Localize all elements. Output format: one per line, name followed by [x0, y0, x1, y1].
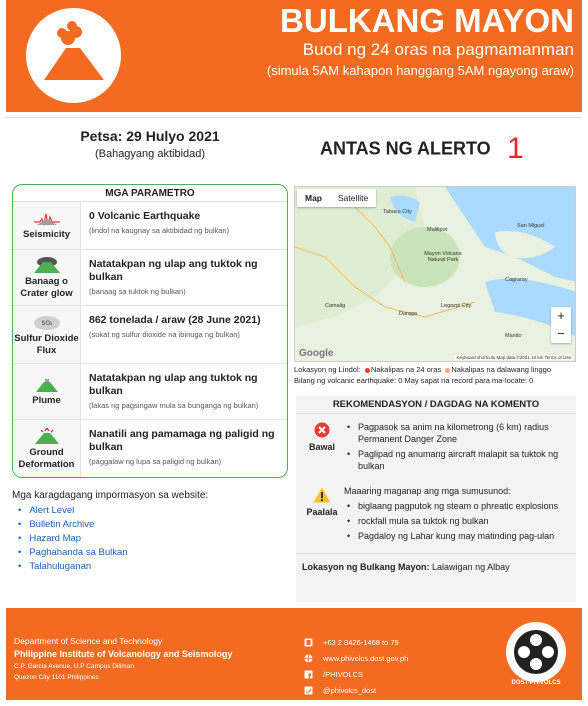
globe-icon [304, 654, 313, 663]
param-row-seismicity [13, 202, 287, 250]
paalala-intro: Maaaring maganap ang mga sumusunod: [344, 486, 511, 496]
earthquake-legend [294, 364, 576, 386]
legend-location-label: Lokasyon ng Lindol: [294, 365, 361, 374]
contact-facebook[interactable]: /PHIVOLCS [304, 666, 464, 682]
param-label: Banaag o Crater glow [20, 275, 73, 299]
dot-2wk-icon [445, 368, 450, 373]
earthquake-map[interactable] [294, 186, 576, 362]
map-tab-satellite[interactable]: Satellite [338, 193, 369, 203]
ground-deformation-icon [32, 427, 62, 445]
zoom-controls [551, 307, 571, 343]
header-divider [6, 112, 582, 118]
map-label: Cagraray [505, 277, 528, 283]
map-label: Malilipot [427, 227, 448, 233]
logo-caption: DOST-PHIVOLCS [511, 680, 561, 686]
param-note: (lakas ng pagsingaw mula sa bunganga ng bulkan) [89, 401, 259, 410]
map-label: Mayon Volcano Natural Park [424, 251, 462, 263]
bawal-label: Bawal [308, 442, 335, 452]
facebook-icon [304, 670, 313, 679]
bawal-item: • Paglipad ng anumang aircraft malapit sa tuktok ng bulkan [344, 448, 572, 472]
alert-label: ANTAS NG ALERTO [320, 138, 491, 159]
link-preparedness[interactable]: • Paghahanda sa Bulkan [18, 547, 288, 558]
dost-phivolcs-logo [506, 622, 566, 682]
volcano-location [296, 553, 576, 572]
param-label: Seismicity [23, 228, 70, 240]
param-value: Natatakpan ng ulap ang tuktok ng bulkan [89, 258, 258, 283]
monitoring-period: (simula 5AM kahapon hanggang 5AM ngayong araw) [266, 63, 574, 78]
page-footer [6, 608, 582, 700]
page-subtitle: Buod ng 24 oras na pagmamanman [302, 40, 574, 59]
param-value: Natatakpan ng ulap ang tuktok ng bulkan [89, 372, 258, 397]
param-row-so2 [13, 306, 287, 364]
twitter-icon [304, 686, 313, 695]
page-header [6, 0, 582, 112]
phone-icon [304, 638, 313, 647]
more-info-title: Mga karagdagang impormasyon sa website: [12, 490, 209, 501]
param-note: (lindol na kaugnay sa aktibidad ng bulkan) [89, 226, 230, 235]
footer-department: Department of Science and Technology [14, 636, 163, 646]
param-note: (sukat ng sulfur dioxide na ibinuga ng bulkan) [89, 330, 240, 339]
param-row-deformation [13, 420, 287, 478]
map-label: Camalig [325, 303, 346, 309]
page-title: BULKANG MAYON [280, 2, 574, 39]
zoom-in-button[interactable]: + [557, 308, 565, 323]
link-hazard-map[interactable]: • Hazard Map [18, 533, 288, 544]
contact-phone: +63 2 8426-1468 to 79 [304, 634, 464, 650]
param-row-crater-glow [13, 250, 287, 306]
recommendations-panel [296, 396, 576, 602]
warning-icon [313, 487, 331, 503]
footer-address-line1: C.P. Garcia Avenue, U.P Campus Diliman [14, 663, 134, 670]
dot-24h-icon [365, 368, 370, 373]
rec-reminder [296, 479, 576, 549]
earthquake-count: Bilang ng volcanic earthquake: 0 May sapat na record para ma-locate: 0 [294, 376, 534, 385]
volcano-icon [26, 8, 121, 103]
map-label: Tabaco City [383, 209, 412, 215]
google-logo: Google [299, 348, 334, 359]
param-note: (paggalaw ng lupa sa paligid ng bulkan) [89, 457, 222, 466]
crater-glow-icon [32, 256, 62, 274]
map-tab-map[interactable]: Map [305, 193, 322, 203]
param-value: Nanatili ang pamamaga ng paligid ng bulkan [89, 428, 275, 453]
map-label: Daraga [399, 311, 418, 317]
map-label: San Miguel [517, 223, 545, 229]
param-label: Sulfur Dioxide Flux [14, 332, 79, 356]
parameters-title: MGA PARAMETRO [13, 185, 287, 202]
contact-website[interactable]: www.phivolcs.dost.gov.ph [304, 650, 464, 666]
paalala-item: • rockfall mula sa tuktok ng bulkan [344, 515, 572, 527]
alert-level-value: 1 [507, 132, 524, 165]
param-value: 0 Volcanic Earthquake [89, 210, 201, 222]
legend-2wk: Nakalipas na dalawang linggo [451, 365, 552, 374]
location-label: Lokasyon ng Bulkang Mayon: [302, 562, 430, 572]
dost-logo-icon [506, 622, 566, 682]
report-date: Petsa: 29 Hulyo 2021 [80, 128, 220, 144]
parameters-panel [12, 184, 288, 478]
bawal-item: • Pagpasok sa anim na kilometrong (6 km) radius Permanent Danger Zone [344, 421, 572, 445]
recommendations-title: REKOMENDASYON / DAGDAG NA KOMENTO [296, 396, 576, 414]
footer-contacts [304, 634, 464, 698]
seismograph-icon [33, 211, 61, 227]
paalala-item: • Pagdaloy ng Lahar kung may matinding pag-ulan [344, 530, 572, 542]
more-info [12, 490, 288, 575]
volcano-logo [26, 8, 121, 103]
footer-institute: Philippine Institute of Volcanology and Seismology [14, 649, 233, 659]
contact-twitter[interactable]: @phivolcs_dost [304, 682, 464, 698]
location-value: Lalawigan ng Albay [432, 562, 510, 572]
plume-icon [32, 377, 62, 393]
param-label: Ground Deformation [18, 447, 75, 470]
param-label: Plume [32, 394, 61, 406]
link-bulletin-archive[interactable]: • Bulletin Archive [18, 519, 288, 530]
prohibited-icon [314, 422, 330, 438]
legend-24h: Nakalipas na 24 oras [370, 365, 442, 374]
svg-text:SO₂: SO₂ [41, 319, 52, 327]
rec-prohibited [296, 414, 576, 479]
param-note: (banaag sa tuktok ng bulkan) [89, 287, 186, 296]
param-value: 862 tonelada / araw (28 June 2021) [89, 314, 261, 326]
map-land [295, 187, 576, 362]
date-block [40, 128, 260, 160]
zoom-out-button[interactable]: − [557, 326, 565, 341]
map-type-toggle [297, 189, 376, 207]
so2-cloud-icon [32, 313, 62, 331]
alert-block [320, 132, 524, 166]
map-label: Manito [505, 333, 522, 339]
link-glossary[interactable]: • Talahuluganan [18, 561, 288, 572]
paalala-label: Paalala [306, 507, 338, 517]
more-info-links [12, 505, 288, 572]
footer-address-line2: Quezon City 1101 Philippines [14, 674, 99, 681]
paalala-item: • biglaang pagputok ng steam o phreatic explosions [344, 500, 572, 512]
activity-level: (Bahagyang aktibidad) [94, 148, 206, 160]
param-row-plume [13, 364, 287, 420]
map-attribution[interactable]: Keyboard shortcuts Map data ©2021 10 km Terms of Use [456, 355, 571, 360]
map-label: Legazpi City [441, 303, 472, 309]
link-alert-level[interactable]: • Alert Level [18, 505, 288, 516]
